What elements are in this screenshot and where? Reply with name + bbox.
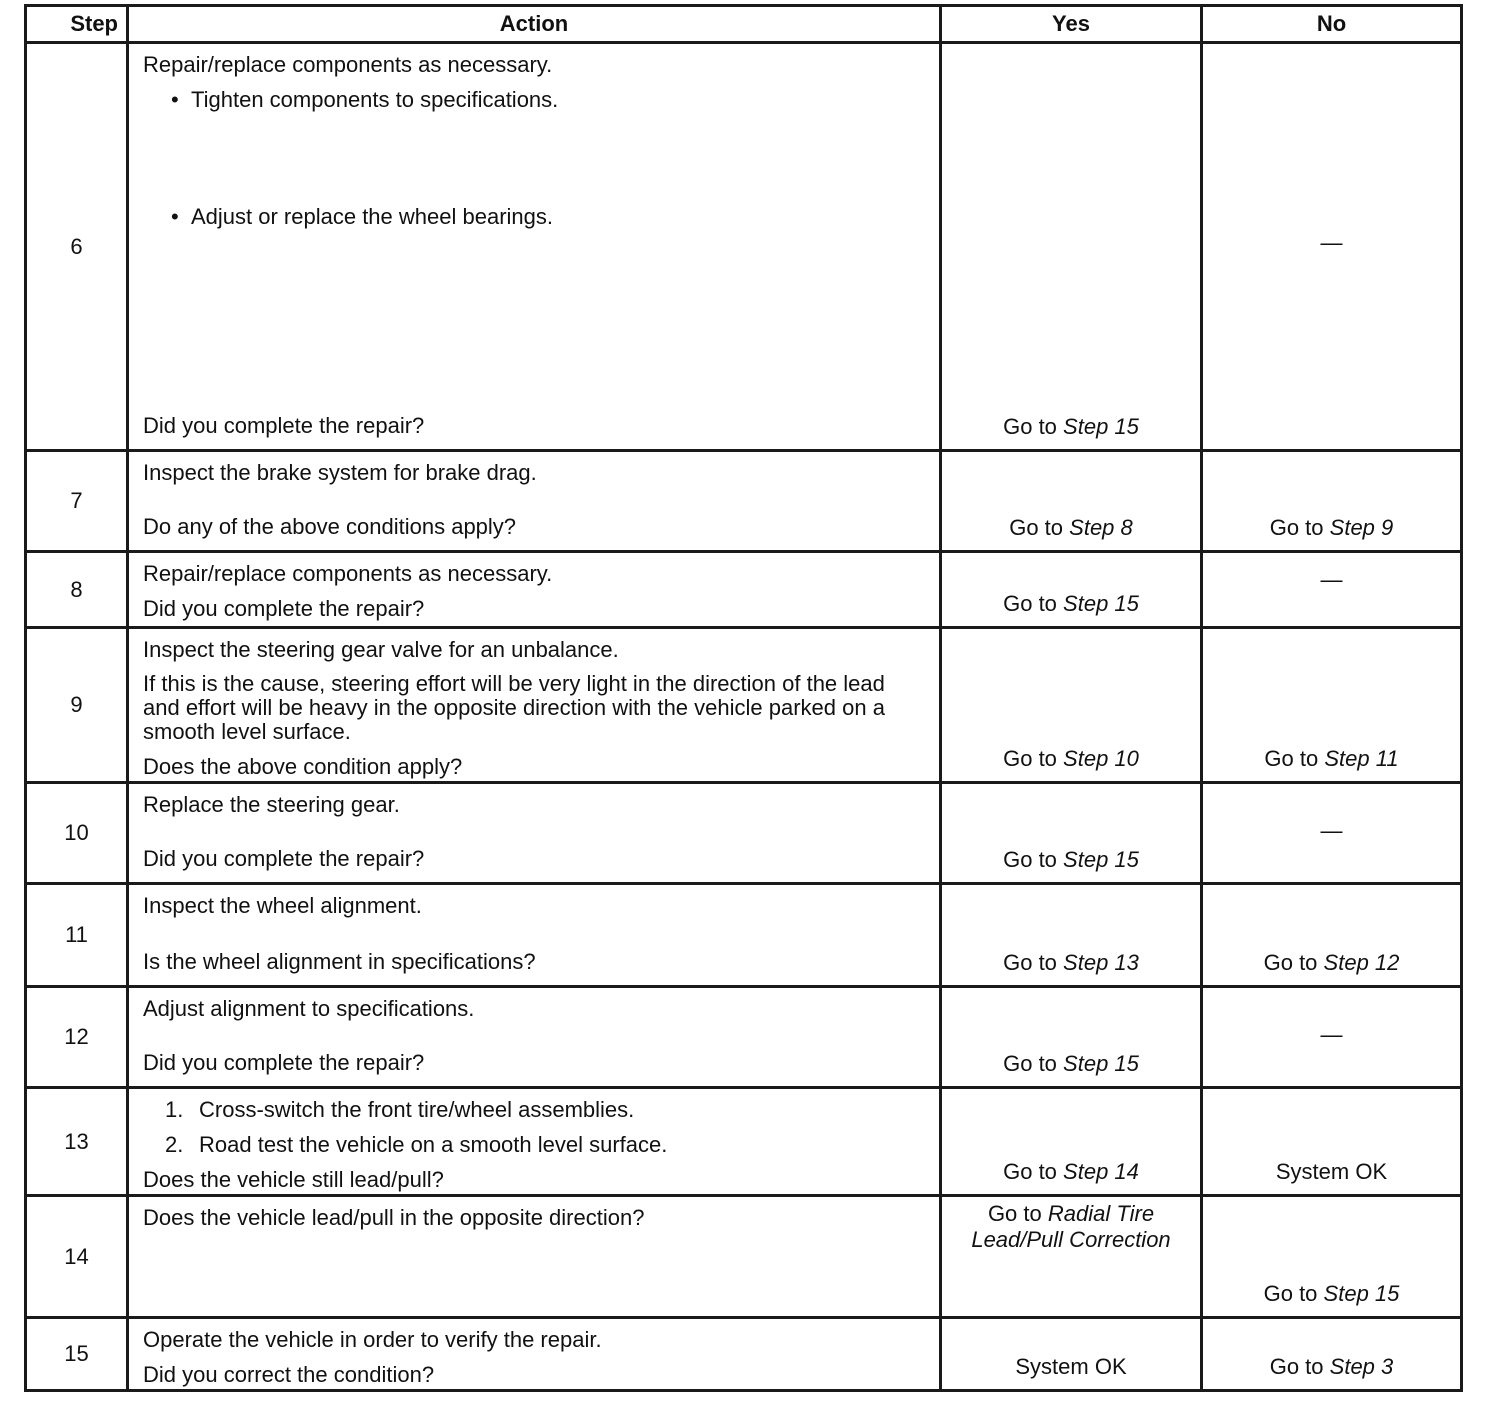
section-link[interactable]: Radial Tire — [1047, 1201, 1155, 1226]
action-text: Replace the steering gear. — [143, 792, 400, 817]
yes-result: Go to Step 13 — [1003, 950, 1139, 975]
action-text: Operate the vehicle in order to verify the repair. — [143, 1327, 602, 1352]
question-text: Does the vehicle lead/pull in the opposite direction? — [143, 1205, 645, 1230]
table-row — [26, 1196, 1462, 1318]
detail-text: If this is the cause, steering effort will be very light in the direction of the lead and effort will be heavy in the opposite direction with the vehicle parked on a smooth level surface. — [143, 671, 885, 744]
question-text: Does the vehicle still lead/pull? — [143, 1167, 444, 1192]
yes-result: Go to Step 15 — [1003, 591, 1139, 616]
step-number: 14 — [26, 1196, 128, 1318]
numbered-item: 1. Cross-switch the front tire/wheel assemblies. — [165, 1097, 635, 1122]
table-row — [26, 783, 1462, 884]
action-text: Repair/replace components as necessary. — [143, 52, 553, 77]
action-text: Adjust alignment to specifications. — [143, 996, 475, 1021]
step-link[interactable]: Step 10 — [1063, 746, 1139, 771]
no-dash: — — [1320, 817, 1343, 843]
step-number: 15 — [26, 1318, 128, 1391]
yes-result: Go to Step 8 — [1009, 515, 1133, 540]
no-result: Go to Step 9 — [1269, 515, 1394, 540]
header-yes: Yes — [941, 6, 1202, 43]
numbered-item: 2. Road test the vehicle on a smooth level surface. — [165, 1132, 668, 1157]
step-link[interactable]: Step 9 — [1329, 515, 1394, 540]
yes-result: Go to Step 15 — [1003, 414, 1139, 439]
header-row — [26, 6, 1462, 43]
step-link[interactable]: Step 15 — [1063, 414, 1139, 439]
table-row — [26, 884, 1462, 987]
table-row — [26, 451, 1462, 552]
question-text: Is the wheel alignment in specifications? — [143, 949, 536, 974]
step-link[interactable]: Step 14 — [1063, 1159, 1139, 1184]
question-text: Did you complete the repair? — [143, 413, 425, 438]
question-text: Did you correct the condition? — [143, 1362, 435, 1387]
no-result: System OK — [1275, 1159, 1388, 1184]
yes-result: Go to Step 15 — [1003, 1051, 1139, 1076]
header-step: Step — [26, 6, 128, 43]
no-dash: — — [1320, 230, 1343, 255]
step-number: 8 — [26, 552, 128, 628]
step-number: 6 — [26, 43, 128, 451]
section-link[interactable]: Lead/Pull Correction — [971, 1227, 1171, 1252]
step-link[interactable]: Step 15 — [1063, 1051, 1139, 1076]
step-link[interactable]: Step 15 — [1063, 847, 1139, 872]
bullet-item: • Adjust or replace the wheel bearings. — [143, 204, 925, 229]
action-text: Repair/replace components as necessary. — [143, 561, 553, 586]
step-link[interactable]: Step 8 — [1069, 515, 1133, 540]
question-text: Do any of the above conditions apply? — [143, 514, 517, 539]
step-number: 12 — [26, 987, 128, 1088]
yes-result: System OK — [1015, 1354, 1127, 1379]
step-link[interactable]: Step 15 — [1323, 1281, 1400, 1306]
yes-result: Go to Step 15 — [1003, 847, 1139, 872]
yes-result: Go to Step 14 — [1003, 1159, 1139, 1184]
step-link[interactable]: Step 11 — [1324, 746, 1399, 771]
step-link[interactable]: Step 15 — [1063, 591, 1139, 616]
no-result: Go to Step 15 — [1263, 1281, 1400, 1306]
question-text: Did you complete the repair? — [143, 1050, 425, 1075]
no-result: Go to Step 3 — [1269, 1354, 1394, 1379]
step-link[interactable]: Step 12 — [1323, 950, 1400, 975]
action-text: Inspect the brake system for brake drag. — [143, 460, 537, 485]
table-row — [26, 987, 1462, 1088]
step-link[interactable]: Step 3 — [1329, 1354, 1394, 1379]
no-dash: — — [1320, 567, 1343, 592]
yes-result: Go to Step 10 — [1003, 746, 1139, 771]
table-row — [26, 628, 1462, 783]
table-row — [26, 552, 1462, 628]
step-number: 10 — [26, 783, 128, 884]
table-row — [26, 1088, 1462, 1196]
header-no: No — [1202, 6, 1462, 43]
yes-result: Go to Radial Tire Lead/Pull Correction — [942, 1197, 1200, 1313]
question-text: Does the above condition apply? — [143, 754, 463, 779]
step-number: 13 — [26, 1088, 128, 1196]
table-row — [26, 1318, 1462, 1391]
table-row — [26, 43, 1462, 451]
step-number: 7 — [26, 451, 128, 552]
header-action: Action — [128, 6, 941, 43]
step-link[interactable]: Step 13 — [1063, 950, 1139, 975]
no-result: Go to Step 12 — [1263, 950, 1400, 975]
step-number: 11 — [26, 884, 128, 987]
diagnostic-table — [24, 4, 1463, 1392]
question-text: Did you complete the repair? — [143, 846, 425, 871]
no-result: Go to Step 11 — [1264, 746, 1399, 771]
action-text: Inspect the steering gear valve for an unbalance. — [143, 637, 619, 662]
no-dash: — — [1320, 1021, 1343, 1047]
bullet-item: • Tighten components to specifications. — [143, 87, 925, 112]
step-number: 9 — [26, 628, 128, 783]
action-text: Inspect the wheel alignment. — [143, 893, 422, 918]
question-text: Did you complete the repair? — [143, 596, 425, 621]
